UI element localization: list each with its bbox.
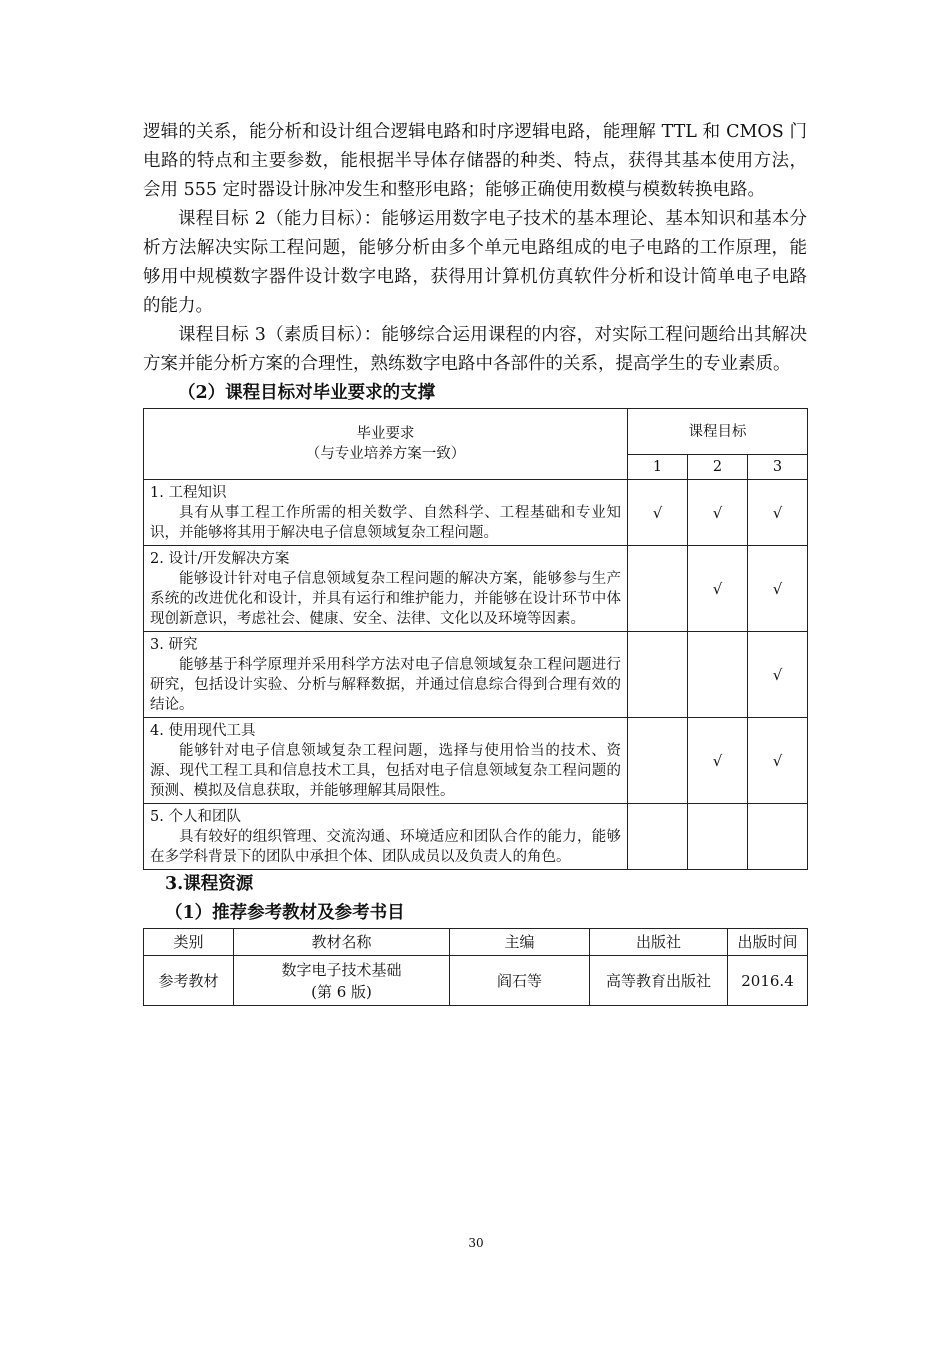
- books-table: [143, 928, 808, 1006]
- book-title-line1: 数字电子技术基础: [281, 960, 402, 979]
- page-number: 30: [468, 1236, 484, 1250]
- page-content: [143, 118, 807, 1006]
- table-row: [144, 956, 808, 1006]
- goal-col-3: 3: [748, 455, 808, 480]
- books-header-editor: 主编: [450, 929, 590, 956]
- requirement-cell: [144, 632, 628, 718]
- check-mark: √: [748, 546, 808, 632]
- requirement-cell: [144, 804, 628, 870]
- requirement-cell: [144, 546, 628, 632]
- check-mark: [628, 546, 688, 632]
- goal-col-1: 1: [628, 455, 688, 480]
- table-row: [144, 632, 808, 718]
- requirement-body: 能够设计针对电子信息领域复杂工程问题的解决方案，能够参与生产系统的改进优化和设计，并具有运行和维护能力，并能够在设计环节中体现创新意识，考虑社会、健康、安全、法律、文化以及环境等因素。: [150, 571, 621, 627]
- books-header-title: 教材名称: [234, 929, 450, 956]
- check-mark: √: [748, 718, 808, 804]
- requirement-cell: [144, 480, 628, 546]
- books-header-publisher: 出版社: [590, 929, 728, 956]
- resources-heading: 3.课程资源: [165, 874, 254, 894]
- books-header-date: 出版时间: [728, 929, 808, 956]
- book-title-cell: [234, 956, 450, 1006]
- check-mark: [628, 804, 688, 870]
- goal3-paragraph: 课程目标 3（素质目标）：能够综合运用课程的内容，对实际工程问题给出其解决方案并能分析方案的合理性，熟练数字电路中各部件的关系，提高学生的专业素质。: [143, 325, 807, 374]
- check-mark: √: [688, 546, 748, 632]
- check-mark: [688, 632, 748, 718]
- goal-col-2: 2: [688, 455, 748, 480]
- goal2-paragraph: 课程目标 2（能力目标）：能够运用数字电子技术的基本理论、基本知识和基本分析方法解决实际工程问题，能够分析由多个单元电路组成的电子电路的工作原理，能够用中规模数字器件设计数字电路，获得用计算机仿真软件分析和设计简单电子电路的能力。: [143, 209, 807, 316]
- support-table: [143, 408, 808, 870]
- support-heading: （2）课程目标对毕业要求的支撑: [178, 383, 436, 403]
- book-date: 2016.4: [728, 956, 808, 1006]
- book-title-line2: (第 6 版): [311, 982, 372, 1001]
- header-req-line2: （与专业培养方案一致）: [305, 446, 466, 462]
- requirement-title: 3. 研究: [150, 637, 198, 653]
- requirement-cell: [144, 718, 628, 804]
- check-mark: √: [688, 718, 748, 804]
- requirement-title: 4. 使用现代工具: [150, 723, 256, 739]
- check-mark: √: [628, 480, 688, 546]
- requirement-title: 1. 工程知识: [150, 485, 227, 501]
- table-row: [144, 546, 808, 632]
- check-mark: [628, 632, 688, 718]
- requirement-title: 2. 设计/开发解决方案: [150, 551, 290, 567]
- books-heading: （1）推荐参考教材及参考书目: [165, 903, 405, 923]
- header-goals: 课程目标: [628, 409, 808, 455]
- check-mark: √: [748, 480, 808, 546]
- requirement-title: 5. 个人和团队: [150, 809, 241, 825]
- header-req-line1: 毕业要求: [356, 426, 415, 442]
- requirement-body: 具有从事工程工作所需的相关数学、自然科学、工程基础和专业知识，并能够将其用于解决电子信息领域复杂工程问题。: [150, 505, 621, 541]
- check-mark: √: [688, 480, 748, 546]
- requirement-body: 能够基于科学原理并采用科学方法对电子信息领域复杂工程问题进行研究，包括设计实验、分析与解释数据，并通过信息综合得到合理有效的结论。: [150, 657, 621, 713]
- book-editor: 阎石等: [450, 956, 590, 1006]
- check-mark: [748, 804, 808, 870]
- requirement-body: 能够针对电子信息领域复杂工程问题，选择与使用恰当的技术、资源、现代工程工具和信息技术工具，包括对电子信息领域复杂工程问题的预测、模拟及信息获取，并能够理解其局限性。: [150, 743, 621, 799]
- book-category: 参考教材: [144, 956, 234, 1006]
- check-mark: [628, 718, 688, 804]
- check-mark: [688, 804, 748, 870]
- table-row: [144, 718, 808, 804]
- books-header-category: 类别: [144, 929, 234, 956]
- book-publisher: 高等教育出版社: [590, 956, 728, 1006]
- intro-paragraph: 逻辑的关系，能分析和设计组合逻辑电路和时序逻辑电路，能理解 TTL 和 CMOS 门电路的特点和主要参数，能根据半导体存储器的种类、特点，获得其基本使用方法，会用 555 定时器设计脉冲发生和整形电路；能够正确使用数模与模数转换电路。: [143, 122, 807, 200]
- table-row: [144, 480, 808, 546]
- requirement-body: 具有较好的组织管理、交流沟通、环境适应和团队合作的能力，能够在多学科背景下的团队中承担个体、团队成员以及负责人的角色。: [150, 829, 621, 865]
- table-row: [144, 804, 808, 870]
- header-requirement: [144, 409, 628, 480]
- check-mark: √: [748, 632, 808, 718]
